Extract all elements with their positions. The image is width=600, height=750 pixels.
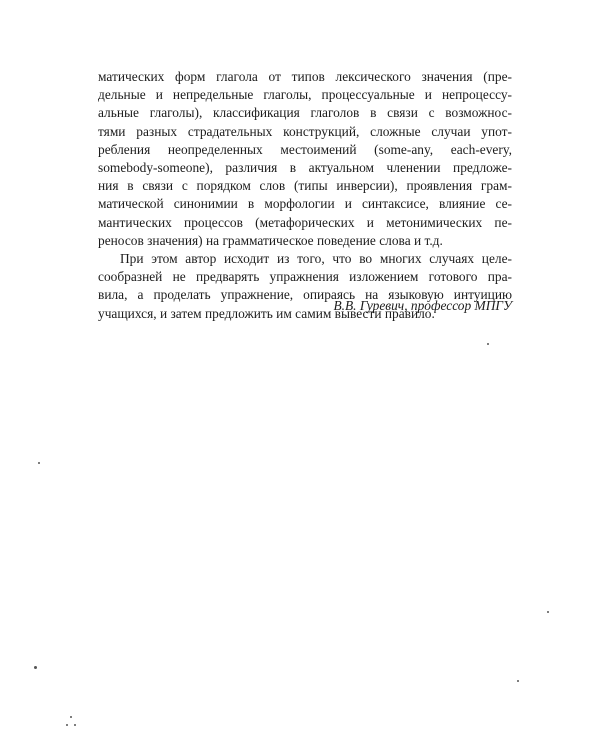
paragraph-1 xyxy=(98,68,512,250)
scan-speck xyxy=(34,666,37,669)
text-line: somebody-someone), различия в актуальном членении предложе- xyxy=(98,160,512,176)
text-line: матической синонимии в морфологии и синтаксисе, влияние се- xyxy=(98,196,512,212)
text-line: вила, а проделать упражнение, опираясь на языковую интуицию xyxy=(98,287,512,303)
text-line: альные глаголы), классификация глаголов в связи с возможнос- xyxy=(98,105,512,121)
text-line: учащихся, и затем предложить им самим вывести правило. xyxy=(98,305,435,321)
scan-speck xyxy=(487,343,489,345)
body-text xyxy=(98,68,512,323)
text-line: ния в связи с порядком слов (типы инверсии), проявления грам- xyxy=(98,178,512,194)
scan-speck xyxy=(547,611,549,613)
text-line: сообразней не предварять упражнения изложением готового пра- xyxy=(98,269,512,285)
scan-speck xyxy=(517,680,519,682)
text-line: тями разных страдательных конструкций, сложные случаи упот- xyxy=(98,123,512,139)
text-line: ребления неопределенных местоимений (some-any, each-every, xyxy=(98,141,512,157)
text-line: матических форм глагола от типов лексического значения (пре- xyxy=(98,69,512,84)
scan-speck xyxy=(66,724,68,726)
scan-speck xyxy=(70,716,72,718)
author-signature: В.В. Гуревич, профессор МПГУ xyxy=(333,298,512,313)
text-line: реносов значения) на грамматическое поведение слова и т.д. xyxy=(98,232,443,248)
text-line: При этом автор исходит из того, что во многих случаях целе- xyxy=(120,251,512,267)
text-line: мантических процессов (метафорических и метонимических пе- xyxy=(98,214,512,230)
scan-speck xyxy=(74,724,76,726)
scan-speck xyxy=(38,462,40,464)
text-line: дельные и непредельные глаголы, процессуальные и непроцессу- xyxy=(98,87,512,103)
